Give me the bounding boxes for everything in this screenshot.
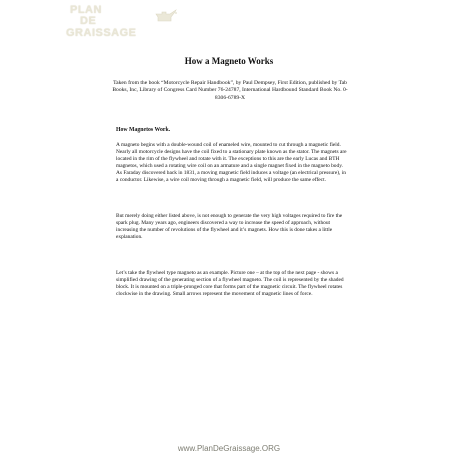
section-heading: How Magnetos Work.: [116, 127, 171, 133]
body-paragraph: Let’s take the flywheel type magneto as an example. Picture one – at the top of the next page - shows a simplified drawing of the generating section of a flywheel magneto. The coil is represented by the shaded block. It is mounted on a triple-pronged core that forms part of the magnetic circuit. The flywheel rotates clockwise in the drawing. Small arrows represent the movement of magnetic lines of force.: [116, 270, 344, 298]
oil-can-icon: [154, 8, 178, 24]
source-citation: Taken from the book “Motorcycle Repair Handbook”, by Paul Dempsey, First Edition, published by Tab Books, Inc, Library of Congress Card Number 76-24787, International Hardbound Standard Book No. 0-8306-6789-X: [112, 80, 348, 101]
document-title: How a Magneto Works: [184, 56, 274, 66]
footer-url: www.PlanDeGraissage.ORG: [177, 444, 281, 453]
watermark-line-1: PLAN: [70, 4, 102, 16]
watermark-line-3: GRAISSAGE: [66, 27, 137, 39]
body-paragraph: But merely doing either listed above, is not enough to generate the very high voltages required to fire the spark plug. Many years ago, engineers discovered a way to increase the speed of approach, without increasing the number of revolutions of the flywheel and it’s magnets. How this is done takes a little explanation.: [116, 213, 343, 241]
body-paragraph: A magneto begins with a double-wound coil of enameled wire, mounted to cut through a magnetic field. Nearly all motorcycle designs have the coil fixed to a stationary plate known as the stator. The magnets are located in the rim of the flywheel and rotate with it. The exceptions to this are the early Lucas and BTH magnetos, which used a rotating wire coil on an armature and a single magnet fixed in the magneto body. As Faraday discovered back in 1831, a moving magnetic field induces a voltage (an electrical pressure), in a conductor. Likewise, a wire coil moving through a magnetic field, will produce the same effect.: [116, 142, 347, 184]
watermark-line-2: DE: [80, 15, 97, 27]
watermark-logo: [62, 2, 180, 46]
